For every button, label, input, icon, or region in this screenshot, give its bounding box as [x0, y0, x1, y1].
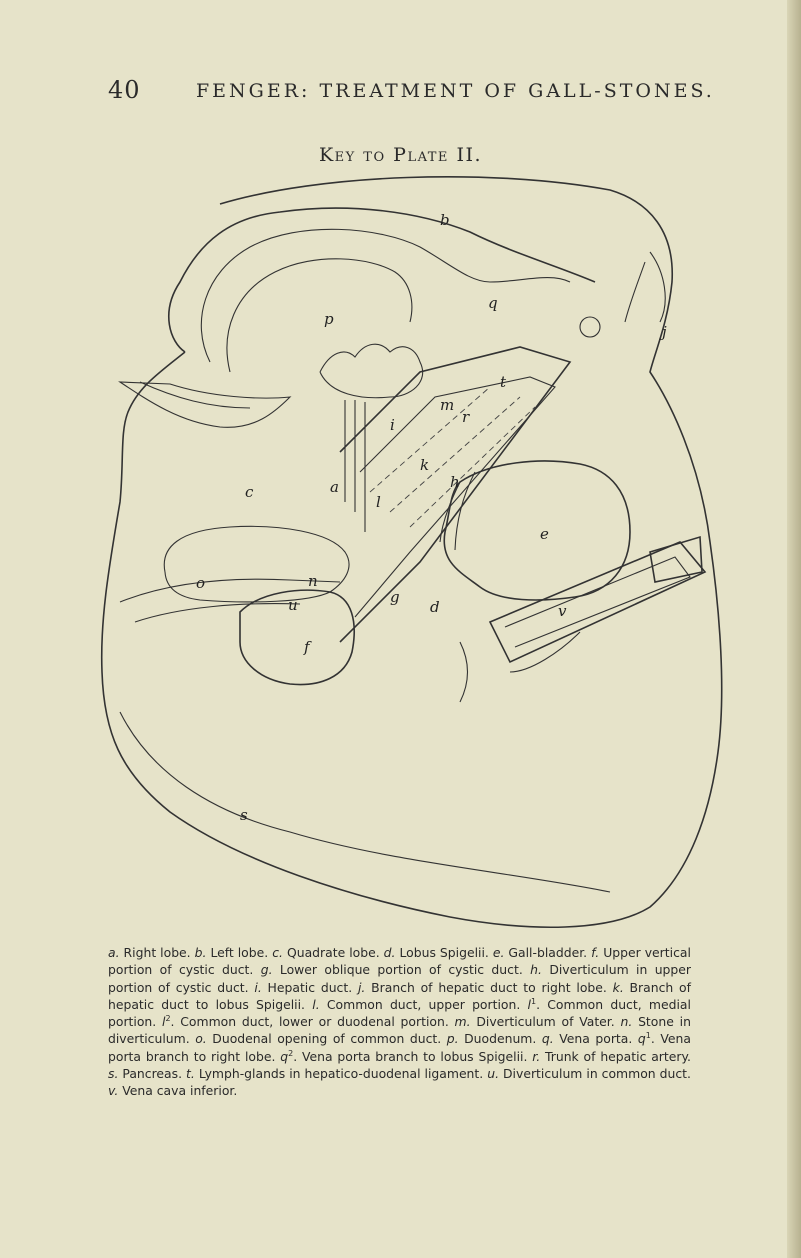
right-lobe-inner — [460, 632, 580, 702]
label-q: q — [488, 294, 498, 312]
caption-entry — [186, 1066, 483, 1081]
caption-entry-superscript: 1 — [645, 1031, 651, 1041]
label-o: o — [196, 574, 206, 592]
caption-entry — [487, 1066, 691, 1081]
label-k: k — [420, 456, 430, 474]
caption-entry-text: Trunk of hepatic artery. — [545, 1048, 691, 1064]
caption-entry — [312, 997, 520, 1012]
liver-outline — [102, 177, 722, 927]
caption-entry-text: Hepatic duct. — [267, 979, 353, 995]
caption-entry-letter: n. — [620, 1014, 633, 1030]
porta-horizontal-2 — [135, 604, 300, 622]
caption-entry-text: Gall-bladder. — [508, 945, 588, 960]
page-header — [108, 76, 715, 106]
left-lobe-tip-inner — [140, 382, 250, 408]
caption-entry-text: Stone in diverticulum. — [108, 1014, 691, 1047]
caption-entry — [358, 980, 607, 995]
label-b: b — [440, 211, 450, 229]
caption-entry-text: Common duct, upper portion. — [326, 996, 521, 1012]
caption-entry-text: Common duct, lower or duodenal portion. — [180, 1014, 449, 1030]
caption-entry-text: Duodenal opening of common duct. — [212, 1031, 442, 1047]
caption-entry-letter: m. — [454, 1014, 471, 1030]
caption-entry — [195, 945, 269, 960]
caption-entry-letter: c. — [272, 945, 283, 960]
ring-symbol — [580, 317, 600, 337]
caption-entry — [455, 1014, 615, 1029]
diagram-svg — [90, 172, 730, 937]
caption-entry-text: Right lobe. — [123, 945, 191, 960]
page-edge-shadow — [787, 0, 801, 1258]
caption-entry-text: Vena porta. — [559, 1031, 633, 1047]
duodenum-inner — [505, 557, 690, 647]
caption-entry: $q^1$. Vena porta branch to right lobe. — [108, 1031, 691, 1064]
label-h: h — [450, 473, 460, 491]
caption-entry-letter: q — [637, 1031, 646, 1047]
label-s: s — [240, 806, 248, 824]
caption-entry-letter: i. — [254, 979, 262, 995]
caption-entry — [108, 1066, 182, 1081]
caption-entry-letter: p. — [446, 1031, 459, 1047]
caption-entry-text: Lobus Spigelii. — [399, 945, 489, 960]
caption-entry-text: Vena porta branch to right lobe. — [108, 1031, 691, 1064]
caption-entry-text: Diverticulum of Vater. — [476, 1014, 615, 1030]
caption-entry-letter: j. — [357, 979, 366, 995]
running-head: FENGER: TREATMENT OF GALL-STONES. — [196, 80, 715, 102]
caption-entry-letter: b. — [194, 945, 207, 960]
caption-entry — [532, 1049, 691, 1064]
caption-entry — [542, 1031, 632, 1046]
caption-entry-letter: v. — [108, 1083, 119, 1099]
common-duct-band-b — [355, 377, 555, 617]
caption-entry — [447, 1031, 537, 1046]
label-j: j — [662, 323, 667, 341]
caption-entry: $q^2$. Vena porta branch to lobus Spigelii. — [280, 1048, 528, 1064]
label-g: g — [390, 588, 400, 606]
lower-left-curve — [120, 712, 610, 892]
label-t: t — [500, 373, 507, 391]
label-p: p — [324, 310, 334, 328]
left-lobe-fold — [227, 259, 412, 372]
caption-entry-letter: f. — [591, 945, 600, 960]
caption-entry-letter: l — [527, 996, 531, 1012]
common-duct-band-a — [340, 347, 570, 642]
caption-entry-letter: r. — [532, 1048, 541, 1064]
caption-entry-text: Lymph-glands in hepatico-duodenal ligament. — [198, 1066, 484, 1082]
caption-entry-letter: g. — [260, 962, 273, 978]
caption-entry-superscript: 2 — [165, 1014, 171, 1024]
caption-entry-letter: l. — [312, 996, 320, 1012]
right-edge-lines — [625, 252, 665, 322]
caption-entry-letter: d. — [383, 945, 396, 960]
caption-entry-letter: q — [280, 1048, 289, 1064]
label-a: a — [330, 478, 339, 496]
label-m: m — [440, 396, 455, 414]
caption-entry — [108, 945, 191, 960]
caption-entry-text: Left lobe. — [210, 945, 269, 960]
caption-entry-text: Pancreas. — [122, 1066, 183, 1082]
caption-entry — [261, 962, 523, 977]
caption-entry-text: Vena porta branch to lobus Spigelii. — [302, 1048, 528, 1064]
caption-entry-letter: l — [162, 1014, 166, 1030]
caption-entry-text: Lower oblique portion of cystic duct. — [279, 962, 523, 978]
caption-entry-letter: t. — [186, 1066, 195, 1082]
caption-entry-text: Upper vertical portion of cystic duct. — [108, 945, 691, 978]
plate-title: Key to Plate II. — [318, 144, 483, 166]
spigelian-lobe — [320, 344, 423, 398]
left-lobe-inner — [201, 229, 570, 362]
caption-entry-superscript: 1 — [530, 996, 537, 1006]
label-c: c — [245, 483, 254, 501]
caption-entry-letter: h. — [530, 962, 542, 978]
caption-entry-text: Quadrate lobe. — [286, 945, 380, 960]
caption-entry: $l^2$. Common duct, lower or duodenal portion. — [162, 1014, 449, 1030]
label-u: u — [288, 596, 298, 614]
caption-entry-text: Branch of hepatic duct to lobus Spigelii. — [108, 979, 691, 1012]
vertical-duct-lines — [345, 400, 365, 532]
caption-entry-superscript: 2 — [288, 1048, 294, 1058]
plate-caption — [108, 944, 691, 1100]
caption-entry-text: Vena cava inferior. — [122, 1083, 238, 1099]
label-f: f — [304, 638, 310, 656]
label-e: e — [540, 525, 549, 543]
label-d: d — [430, 598, 440, 616]
caption-entry-text: Common duct, medial portion. — [108, 996, 691, 1030]
caption-entry-letter: k. — [612, 979, 624, 995]
caption-entry-letter: e. — [492, 945, 505, 960]
caption-entry-text: Branch of hepatic duct to right lobe. — [371, 979, 607, 995]
caption-entry-letter: u. — [487, 1066, 500, 1082]
label-r: r — [462, 408, 470, 426]
caption-entry-text: Duodenum. — [464, 1031, 537, 1047]
label-l: l — [376, 493, 381, 511]
caption-entry — [254, 980, 352, 995]
page-number: 40 — [108, 76, 141, 104]
caption-entry-text: Diverticulum in common duct. — [503, 1066, 691, 1082]
caption-entry — [195, 1031, 441, 1046]
label-n: n — [308, 572, 318, 590]
caption-entry-letter: q. — [541, 1031, 554, 1047]
caption-entry — [493, 945, 587, 960]
caption-entry — [384, 945, 489, 960]
caption-entry-letter: s. — [108, 1066, 119, 1082]
caption-entry — [272, 945, 379, 960]
caption-entry-letter: o. — [195, 1031, 207, 1047]
left-lobe-tip — [120, 382, 290, 427]
caption-entry: $l^1$. Common duct, medial portion. — [108, 996, 691, 1030]
caption-entry — [108, 1083, 237, 1098]
anatomical-diagram — [90, 172, 730, 937]
left-lobe-outline — [169, 208, 595, 352]
caption-entry-text: Diverticulum in upper portion of cystic duct. — [108, 962, 691, 995]
label-v: v — [558, 602, 567, 620]
label-i: i — [390, 416, 395, 434]
caption-entry-letter: a. — [108, 945, 120, 960]
